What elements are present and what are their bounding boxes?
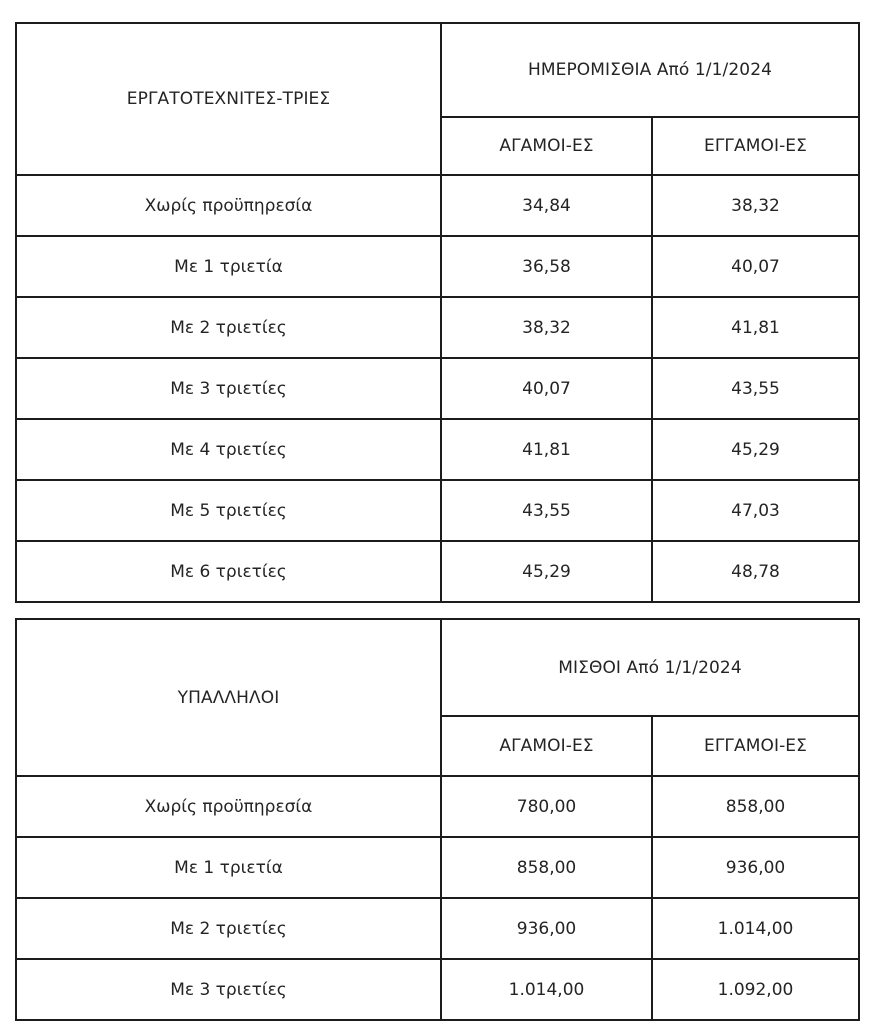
row-label: Χωρίς προϋπηρεσία [16,776,441,837]
row-value-single: 43,55 [441,480,652,541]
row-value-single: 38,32 [441,297,652,358]
row-value-married: 40,07 [652,236,859,297]
row-label: Με 4 τριετίες [16,419,441,480]
table-row [16,419,859,480]
row-value-single: 780,00 [441,776,652,837]
row-label: Χωρίς προϋπηρεσία [16,175,441,236]
wage-table-manual-workers [15,22,860,603]
row-value-single: 1.014,00 [441,959,652,1020]
row-value-married: 41,81 [652,297,859,358]
group-header-salaries: ΜΙΣΘΟΙ Από 1/1/2024 [441,619,859,716]
table-row [16,175,859,236]
sub-header-single-employees: ΑΓΑΜΟΙ-ΕΣ [441,716,652,776]
row-label: Με 1 τριετία [16,236,441,297]
row-value-married: 1.014,00 [652,898,859,959]
row-value-married: 936,00 [652,837,859,898]
sub-header-single-manual: ΑΓΑΜΟΙ-ΕΣ [441,117,652,175]
row-value-single: 45,29 [441,541,652,602]
table-separator [15,603,858,618]
row-value-married: 858,00 [652,776,859,837]
row-value-married: 38,32 [652,175,859,236]
wage-table-employees [15,618,860,1021]
category-label-employees: ΥΠΑΛΛΗΛΟΙ [16,619,441,776]
row-label: Με 5 τριετίες [16,480,441,541]
row-value-married: 47,03 [652,480,859,541]
row-label: Με 1 τριετία [16,837,441,898]
group-header-daily-wages: ΗΜΕΡΟΜΙΣΘΙΑ Από 1/1/2024 [441,23,859,117]
row-value-married: 1.092,00 [652,959,859,1020]
row-label: Με 2 τριετίες [16,898,441,959]
table-row [16,358,859,419]
row-value-single: 36,58 [441,236,652,297]
table-row [16,541,859,602]
table-row [16,959,859,1020]
table-header-row-group [16,23,859,117]
category-label-manual-workers: ΕΡΓΑΤΟΤΕΧΝΙΤΕΣ-ΤΡΙΕΣ [16,23,441,175]
sub-header-married-employees: ΕΓΓΑΜΟΙ-ΕΣ [652,716,859,776]
table-row [16,480,859,541]
row-value-married: 48,78 [652,541,859,602]
row-value-single: 41,81 [441,419,652,480]
table-row [16,776,859,837]
table-row [16,297,859,358]
table-header-row-group [16,619,859,716]
table-row [16,837,859,898]
row-value-single: 40,07 [441,358,652,419]
row-label: Με 3 τριετίες [16,358,441,419]
sub-header-married-manual: ΕΓΓΑΜΟΙ-ΕΣ [652,117,859,175]
row-label: Με 3 τριετίες [16,959,441,1020]
row-value-married: 43,55 [652,358,859,419]
table-row [16,236,859,297]
row-value-single: 936,00 [441,898,652,959]
row-label: Με 2 τριετίες [16,297,441,358]
row-value-single: 34,84 [441,175,652,236]
row-value-single: 858,00 [441,837,652,898]
table-row [16,898,859,959]
row-label: Με 6 τριετίες [16,541,441,602]
row-value-married: 45,29 [652,419,859,480]
